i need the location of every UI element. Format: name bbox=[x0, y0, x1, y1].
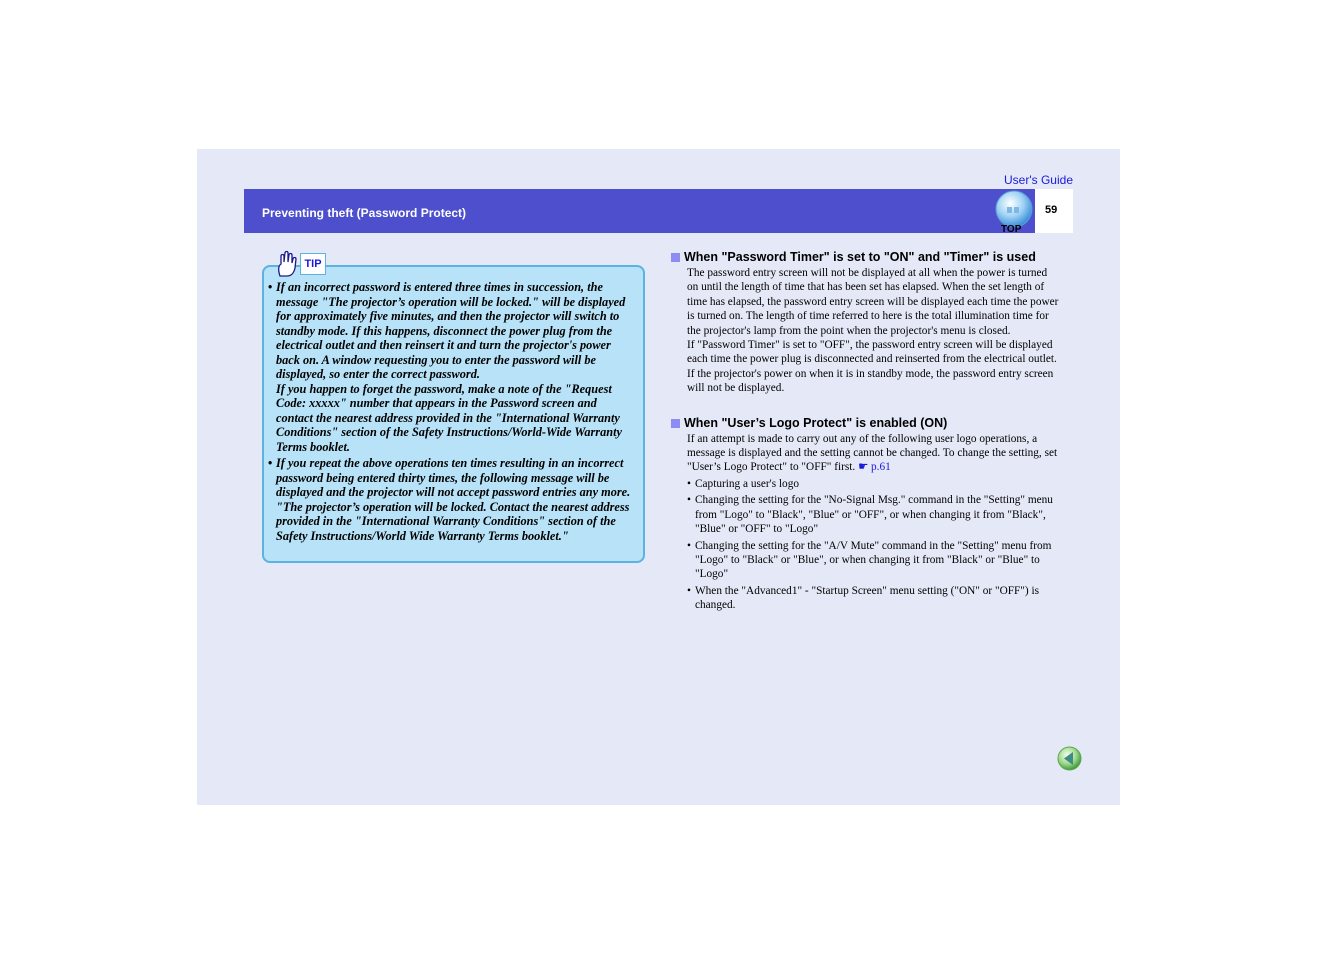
list-item-text: Capturing a user's logo bbox=[695, 477, 800, 490]
body-paragraph: The password entry screen will not be displayed at all when the power is turned on until the length of time that has been set has elapsed. When the set length of time has elapsed, the password entry screen will be displayed each time the power is turned on. The length of time referred to here is the total illumination time for the projector's lamp from the point when the projector's menu is closed. bbox=[687, 267, 1059, 337]
list-item-text: Changing the setting for the "No-Signal Msg." command in the "Setting" menu from "Logo" to "Black", "Blue" or "OFF", or when changing it from "Black", "Blue" or "OFF" to "Logo" bbox=[695, 494, 1053, 536]
page-number-box bbox=[1035, 189, 1073, 233]
right-column bbox=[671, 250, 1061, 633]
section-heading-text: When "User’s Logo Protect" is enabled (ON) bbox=[684, 415, 948, 430]
back-arrow-icon bbox=[1057, 746, 1082, 771]
tip-item bbox=[268, 456, 636, 543]
page-reference-link[interactable]: ☛ p.61 bbox=[858, 461, 891, 474]
header-bar bbox=[244, 189, 1035, 233]
section-logo-protect bbox=[671, 416, 1061, 613]
users-guide-link[interactable]: User's Guide bbox=[1004, 173, 1073, 187]
bullet: • bbox=[687, 539, 691, 552]
tip-label: TIP bbox=[304, 258, 322, 270]
intro-text: If an attempt is made to carry out any of the following user logo operations, a message is displayed and the setting cannot be changed. To change the setting, set "User’s Logo Protect" to "OFF" first. bbox=[687, 432, 1058, 474]
tip-paragraph: If you happen to forget the password, make a note of the "Request Code: xxxxx" number that appears in the Password screen and contact the nearest address provided in the "International Warranty Conditions" section of the Safety Instructions/World-Wide Warranty Terms booklet. bbox=[276, 381, 622, 454]
body-paragraph: If "Password Timer" is set to "OFF", the password entry screen will be displayed each time the power plug is disconnected and reinserted from the electrical outlet. If the projector's power on when it is in standby mode, the password entry screen will not be displayed. bbox=[687, 339, 1057, 395]
bullet: • bbox=[268, 280, 273, 294]
section-heading bbox=[671, 416, 1061, 431]
bullet-list bbox=[687, 477, 1061, 613]
list-item bbox=[687, 584, 1061, 613]
top-button[interactable] bbox=[993, 190, 1035, 234]
tip-content bbox=[268, 280, 636, 545]
section-password-timer bbox=[671, 250, 1061, 396]
list-item bbox=[687, 493, 1061, 536]
square-bullet-icon bbox=[671, 253, 680, 262]
list-item bbox=[687, 539, 1061, 582]
section-body bbox=[671, 266, 1061, 396]
bullet: • bbox=[687, 584, 691, 597]
tip-paragraph: "The projector’s operation will be locked. Contact the nearest address provided in the "International Warranty Conditions" section of the Safety Instructions/World Wide Warranty Terms booklet." bbox=[276, 499, 630, 543]
body-paragraph bbox=[687, 432, 1061, 475]
tip-label-box bbox=[300, 253, 326, 275]
top-label: TOP bbox=[1001, 224, 1022, 235]
back-button[interactable] bbox=[1057, 746, 1082, 771]
section-heading bbox=[671, 250, 1061, 265]
document-page bbox=[197, 149, 1120, 805]
bullet: • bbox=[687, 477, 691, 490]
tip-paragraph: If an incorrect password is entered three times in succession, the message "The projector’s operation will be locked." will be displayed for approximately five minutes, and then the projector will switch to standby mode. If this happens, disconnect the power plug from the electrical outlet and then reinsert it and turn the projector's power back on. A window requesting you to enter the password will be displayed, so enter the correct password. bbox=[276, 280, 626, 381]
bullet: • bbox=[268, 456, 273, 470]
bullet: • bbox=[687, 494, 691, 507]
list-item bbox=[687, 477, 1061, 491]
tip-paragraph: If you repeat the above operations ten times resulting in an incorrect password being entered thirty times, the following message will be displayed and the projector will not accept password entries any more. bbox=[276, 456, 631, 499]
tip-item bbox=[268, 280, 636, 454]
list-item-text: When the "Advanced1" - "Startup Screen" menu setting ("ON" or "OFF") is changed. bbox=[695, 584, 1040, 612]
page-title: Preventing theft (Password Protect) bbox=[262, 206, 467, 220]
top-globe-icon bbox=[993, 190, 1035, 228]
section-body bbox=[671, 432, 1061, 613]
hand-pointing-icon bbox=[275, 250, 299, 278]
section-heading-text: When "Password Timer" is set to "ON" and "Timer" is used bbox=[684, 250, 1036, 264]
square-bullet-icon bbox=[671, 419, 680, 428]
list-item-text: Changing the setting for the "A/V Mute" command in the "Setting" menu from "Logo" to "Black" or "Blue", or when changing it from "Black" or "Blue" to "Logo" bbox=[695, 539, 1052, 581]
page-number: 59 bbox=[1045, 204, 1058, 216]
